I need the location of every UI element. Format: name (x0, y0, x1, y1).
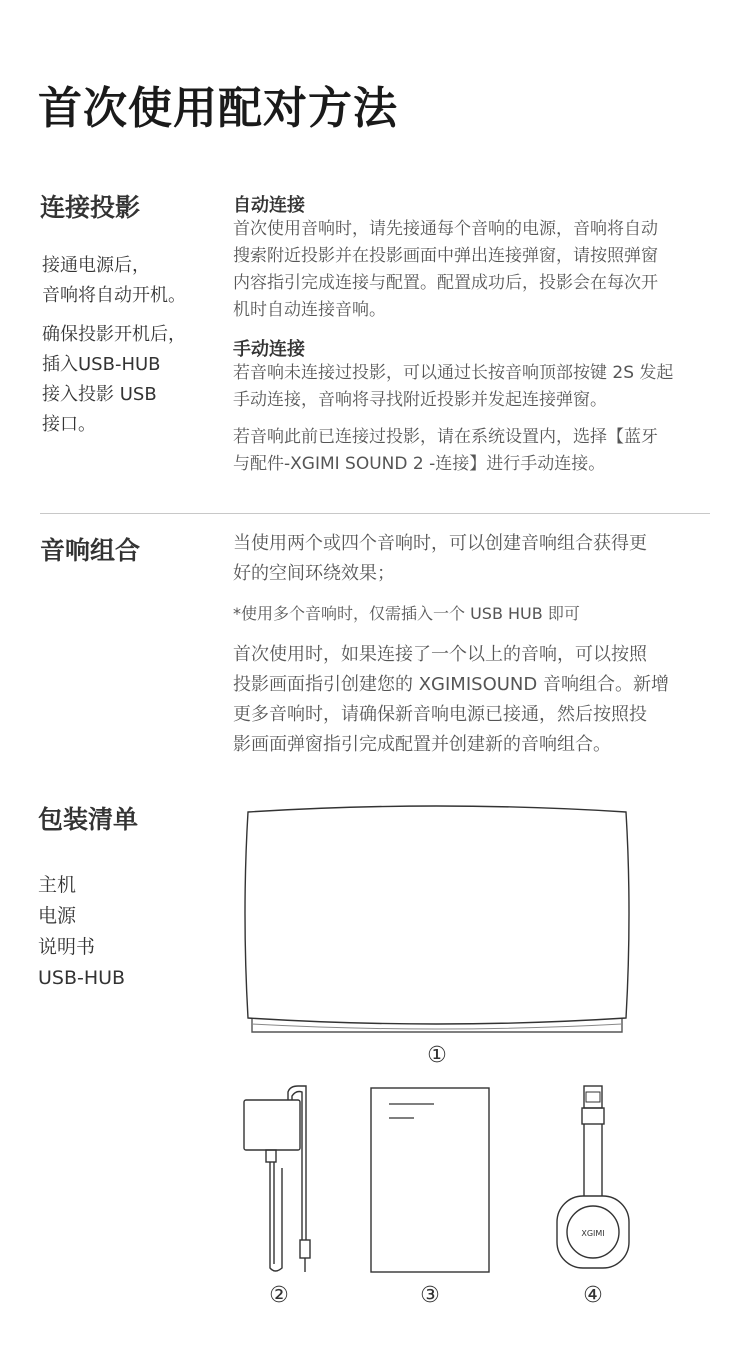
label-1: ① (427, 1043, 447, 1068)
para-line: 手动连接，音响将寻找附近投影并发起连接弹窗。 (233, 390, 607, 410)
package-heading: 包装清单 (38, 805, 139, 834)
label-2: ② (269, 1283, 289, 1308)
para-line: 当使用两个或四个音响时，可以创建音响组合获得更 (233, 533, 647, 554)
para-line: 更多音响时，请确保新音响电源已接通，然后按照投 (233, 704, 647, 725)
side-line: 接入投影 USB (42, 384, 157, 405)
para-line: 影画面弹窗指引完成配置并创建新的音响组合。 (233, 734, 611, 755)
para-line: 内容指引完成连接与配置。配置成功后，投影会在每次开 (233, 273, 658, 293)
para-line: 若音响此前已连接过投影，请在系统设置内，选择【蓝牙 (233, 427, 658, 447)
para-line: 首次使用时，如果连接了一个以上的音响，可以按照 (233, 644, 647, 665)
package-item: 主机 (38, 874, 77, 896)
connect-heading: 连接投影 (40, 193, 141, 222)
group-heading: 音响组合 (40, 536, 141, 565)
page-title: 首次使用配对方法 (38, 83, 398, 134)
power-adapter-illustration (244, 1086, 310, 1272)
speaker-illustration (245, 806, 629, 1032)
para-line: 与配件-XGIMI SOUND 2 -连接】进行手动连接。 (233, 454, 606, 474)
label-4: ④ (583, 1283, 603, 1308)
manual-connect-heading: 手动连接 (233, 339, 305, 360)
side-line: 音响将自动开机。 (42, 285, 186, 306)
side-line: 接通电源后， (42, 255, 150, 276)
hub-logo: XGIMI (581, 1229, 605, 1238)
usb-hub-illustration (557, 1086, 629, 1268)
para-line: 投影画面指引创建您的 XGIMISOUND 音响组合。新增 (233, 674, 669, 695)
package-item: 电源 (38, 905, 77, 927)
side-line: 确保投影开机后， (42, 324, 186, 345)
package-item: USB-HUB (38, 967, 126, 989)
auto-connect-heading: 自动连接 (233, 195, 305, 216)
para-line: 机时自动连接音响。 (233, 300, 386, 320)
package-item: 说明书 (38, 936, 96, 958)
para-line: 好的空间环绕效果； (233, 563, 395, 584)
para-line: 若音响未连接过投影，可以通过长按音响顶部按键 2S 发起 (233, 363, 674, 383)
para-line: 搜索附近投影并在投影画面中弹出连接弹窗，请按照弹窗 (233, 246, 658, 266)
label-3: ③ (420, 1283, 440, 1308)
group-note: *使用多个音响时，仅需插入一个 USB HUB 即可 (233, 604, 580, 623)
side-line: 插入USB-HUB (42, 354, 161, 375)
side-line: 接口。 (42, 414, 96, 435)
para-line: 首次使用音响时，请先接通每个音响的电源，音响将自动 (233, 219, 658, 239)
manual-illustration (371, 1088, 489, 1272)
